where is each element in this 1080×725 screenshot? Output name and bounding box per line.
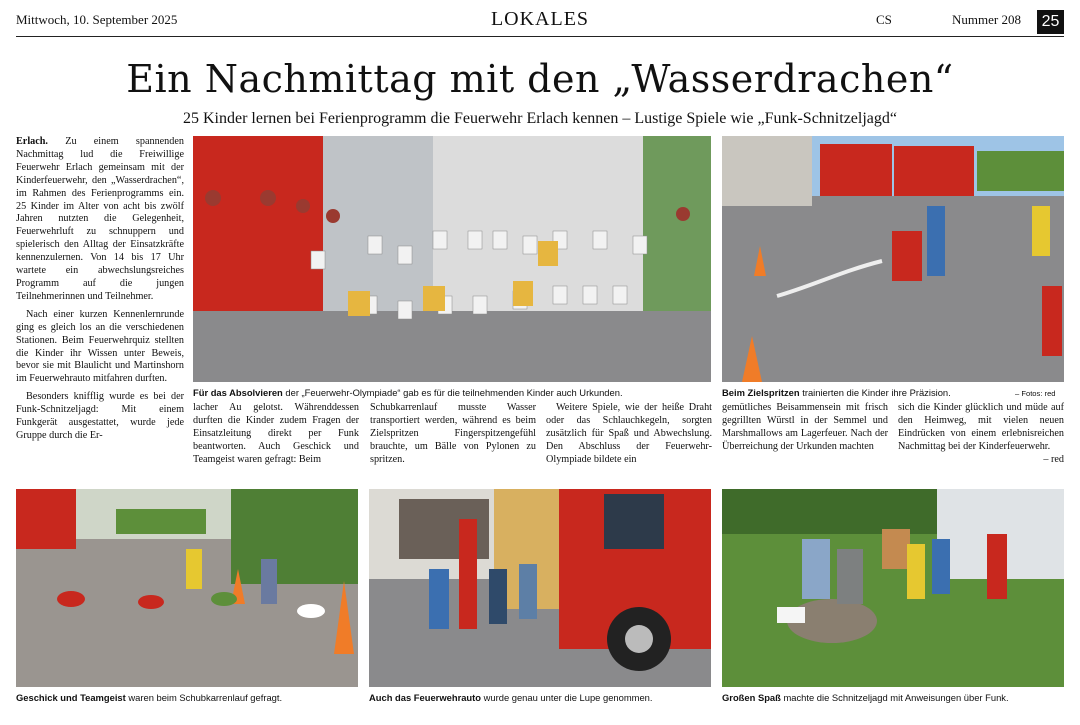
subheadline: 25 Kinder lernen bei Ferienprogramm die Feuerwehr Erlach kennen – Lustige Spiele wie „Funk-Schnitzeljagd“ [183,110,897,127]
article-column-6: sich die Kinder glücklich und müde auf den Heimweg, mit vielen neuen Eindrücken von einem erlebnisreichen Nachmittag bei der Kinderfeuerwehr. – red [898,402,1064,465]
section-title: LOKALES [490,8,590,30]
photo-scavenger-hunt [722,489,1064,687]
article-column-3: Schubkarrenlauf musste Wasser transportiert werden, während es beim Zielspritzen Fingerspitzengefühl brauchte, um Bälle von Pylonen zu spritzen. [370,402,536,465]
paragraph-1: Zu einem spannenden Nachmittag lud die Freiwillige Feuerwehr Erlach gemeinsam mit der Kinderfeuerwehr, den „Wasserdrachen“, im Rahmen des Ferienprogramms ein. 25 Kinder im Alter von acht bis zwölf Jahren nutzten die Gelegenheit, Feuerwehrluft zu schnuppern und spielerisch den Alltag der Einsatzkräfte kennenzulernen. Von 14 bis 17 Uhr wartete ein abwechslungsreiches Programm auf die jungen Teilnehmerinnen und Teilnehmer. [16,136,184,302]
paragraph-3: Besonders knifflig wurde es bei der Funk-Schnitzeljagd: Mit einem Funkgerät ausgestattet, wurde jede Gruppe durch die Er- [16,391,184,441]
dateline: Erlach. [16,136,48,147]
article-column-2: lacher Au gelotst. Währenddessen durften die Kinder zudem Fragen der Einsatzleitung direkt per Funk beantworten. Auch Geschick und Teamgeist waren gefragt: Beim [193,402,359,465]
article-column-4: Weitere Spiele, wie der heiße Draht oder das Schlauchkegeln, sorgten zusätzlich für Spaß und Abwechslung. Den Abschluss der Feuerwehr-Olympiade bildete ein [546,402,712,465]
header-date: Mittwoch, 10. September 2025 [16,12,178,27]
author: – red [1043,453,1064,465]
header-issue: Nummer 208 [952,12,1021,27]
caption-bottom-middle: Auch das Feuerwehrauto wurde genau unter die Lupe genommen. [369,692,653,703]
article-column-1 [16,136,184,448]
headline: Ein Nachmittag mit den „Wasserdrachen“ [126,57,954,101]
photo-wheelbarrow [16,489,358,687]
header-rule [16,36,1064,37]
caption-main: Für das Absolvieren der „Feuerwehr-Olympiade“ gab es für die teilnehmenden Kinder auch Urkunden. [193,387,623,398]
paragraph-2: Nach einer kurzen Kennenlernrunde ging es gleich los an die verschiedenen Stationen. Beim Feuerwehrquiz stellten die Kinder ihr Wissen unter Beweis, bevor sie mit Blaulicht und Martinshorn im Feuerwehrauto mitfahren durften. [16,308,184,385]
photo-group-certificates [193,136,711,382]
photo-credit: – Fotos: red [1015,389,1056,398]
caption-bottom-left: Geschick und Teamgeist waren beim Schubkarrenlauf gefragt. [16,692,283,703]
photo-target-spraying [722,136,1064,382]
header-initials: CS [876,12,892,27]
page-number: 25 [1037,10,1064,34]
caption-bottom-right: Großen Spaß machte die Schnitzeljagd mit Anweisungen über Funk. [722,692,1009,703]
caption-right: Beim Zielspritzen trainierten die Kinder ihre Präzision. [722,387,951,398]
photo-fire-truck [369,489,711,687]
article-column-5: gemütliches Beisammensein mit frisch gegrillten Würstl in der Semmel und Marshmallows am Lagerfeuer. Nach der Überreichung der Urkunden machten [722,402,888,452]
